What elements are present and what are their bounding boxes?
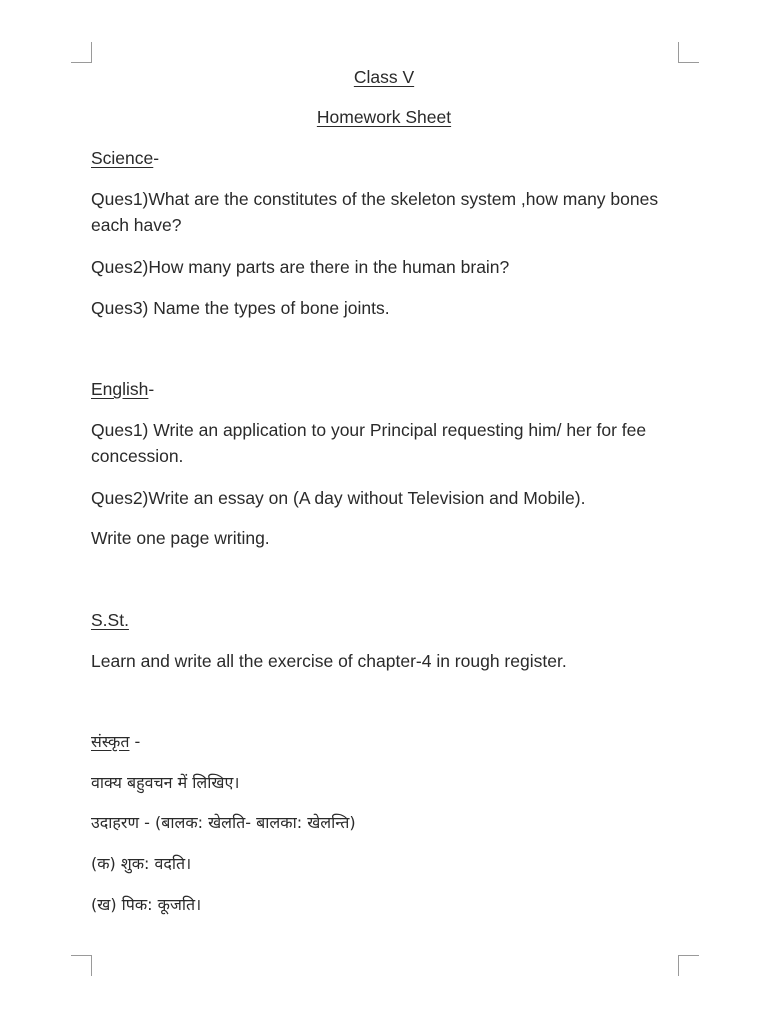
- english-question-2: Ques2)Write an essay on (A day without Television and Mobile).: [91, 488, 586, 508]
- page-subtitle: Homework Sheet: [316, 107, 452, 127]
- sanskrit-item-k: (क) शुक: वदति।: [91, 854, 192, 873]
- science-heading: Science: [91, 148, 154, 168]
- sst-heading: S.St.: [91, 610, 129, 630]
- crop-mark-top-right: [678, 42, 699, 63]
- sanskrit-heading-dash: -: [129, 732, 141, 751]
- science-heading-line: [91, 145, 681, 171]
- sst-task: Learn and write all the exercise of chapter-4 in rough register.: [91, 651, 567, 671]
- crop-mark-bottom-right: [678, 955, 699, 976]
- sanskrit-item-kh: (ख) पिक: कूजति।: [91, 895, 202, 914]
- crop-mark-bottom-left: [71, 955, 92, 976]
- english-note: Write one page writing.: [91, 528, 270, 548]
- english-heading-line: [91, 376, 681, 402]
- english-question-1: Ques1) Write an application to your Principal requesting him/ her for fee concession.: [91, 420, 647, 466]
- science-question-3: Ques3) Name the types of bone joints.: [91, 298, 390, 318]
- science-question-1: Ques1)What are the constitutes of the skeleton system ,how many bones each have?: [91, 189, 659, 235]
- crop-mark-top-left: [71, 42, 92, 63]
- science-question-2: Ques2)How many parts are there in the human brain?: [91, 257, 510, 277]
- page-title: Class V: [353, 67, 415, 87]
- sanskrit-instruction: वाक्य बहुवचन में लिखिए।: [91, 773, 240, 792]
- sanskrit-heading: संस्कृत: [91, 732, 130, 751]
- sanskrit-heading-line: [91, 729, 681, 755]
- science-heading-dash: -: [153, 148, 160, 168]
- english-heading: English: [91, 379, 149, 399]
- english-heading-dash: -: [148, 379, 155, 399]
- sanskrit-example: उदाहरण - (बालक: खेलति- बालका: खेलन्ति): [91, 813, 356, 832]
- sst-heading-line: [91, 607, 681, 633]
